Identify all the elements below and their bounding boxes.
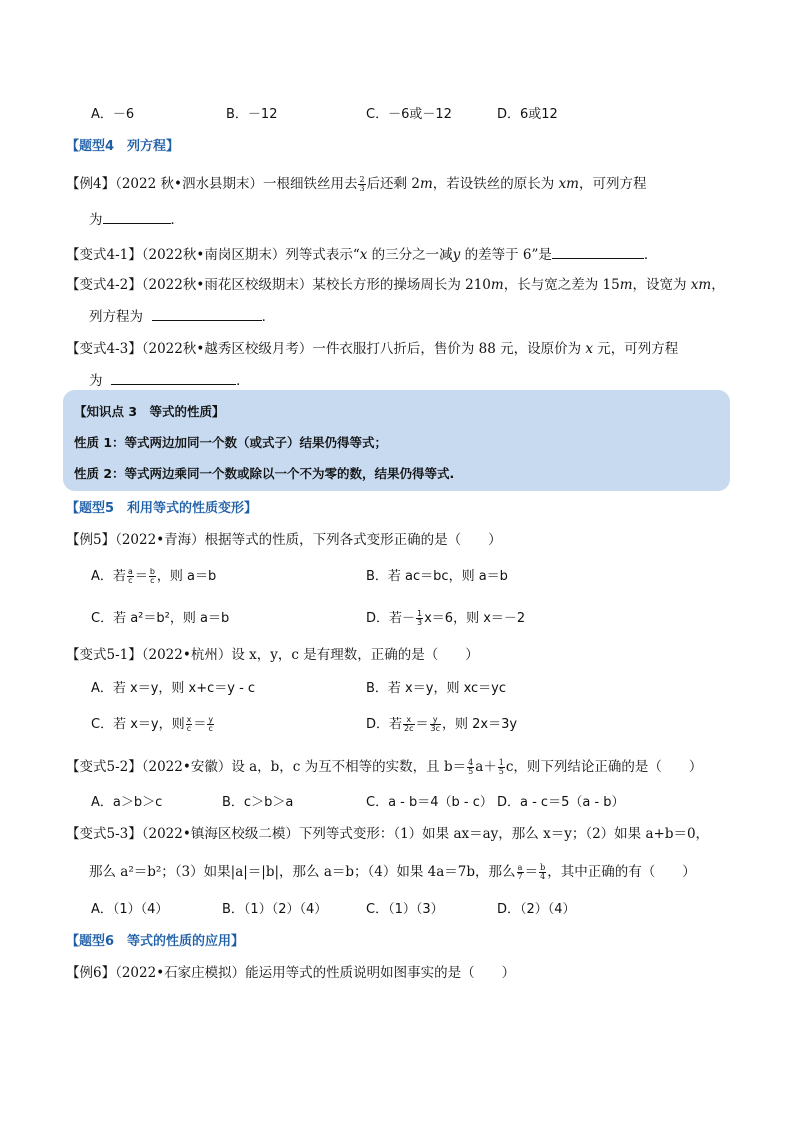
v42-text-a: 某校长方形的操场周长为 210	[312, 277, 491, 293]
v41-var-y: y	[452, 247, 461, 263]
v51-option-c: C．若 x＝y，则 $\frac{x}{c}$ ＝ $\frac{y}{c}$	[91, 715, 214, 733]
variant-4-2-line2	[89, 305, 275, 325]
v52-source: （2022•安徽）	[141, 759, 232, 775]
variant-5-1	[66, 643, 479, 663]
v42-end: ．	[261, 309, 276, 325]
property-2: 性质 2：等式两边乘同一个数或除以一个不为零的数，结果仍得等式.	[74, 466, 455, 481]
section-title-type5: 【题型5 利用等式的性质变形】	[66, 501, 258, 516]
property-1: 性质 1：等式两边加同一个数（或式子）结果仍得等式；	[74, 435, 388, 450]
ex6-text: 能运用等式的性质说明如图事实的是（ ）	[245, 965, 516, 981]
v53-text-b: 那么 a²＝b²；（3）如果|a|＝|b|，那么 a＝b；（4）如果 4a＝7b，那么	[89, 864, 516, 880]
v42-text-d: ，	[711, 277, 725, 293]
v53-option-d: D．（2）（4）	[497, 902, 576, 917]
v52-text-a: 设 a，b，c 为互不相等的实数，且 b＝	[231, 759, 467, 775]
v43-text-b: 元，可列方程	[593, 341, 679, 357]
v42-text-c: ，设宽为	[632, 277, 691, 293]
v51-text: 设 x，y，c 是有理数，正确的是（ ）	[231, 647, 479, 663]
variant-4-2	[66, 273, 725, 293]
ex5-option-b: B．若 ac＝bc，则 a＝b	[366, 569, 508, 584]
option-b: B．－12	[226, 107, 278, 122]
v41-text-b: 的三分之一减	[367, 247, 453, 263]
frac-a-over-7: $\frac{a}{7}$	[517, 863, 523, 881]
knowledge-title: 【知识点 3 等式的性质】	[74, 404, 225, 419]
v53-source: （2022•镇海区校级二模）	[141, 826, 299, 842]
ex5-option-a: A．若 $\frac{a}{c}$ ＝ $\frac{b}{c}$ ，则 a＝b	[91, 567, 217, 585]
ex5-source: （2022•青海）	[115, 532, 205, 548]
ex5-d-text: D．若－	[366, 611, 416, 626]
v51-d-text: D．若	[366, 717, 403, 732]
ex5-a-text: A．若	[91, 569, 126, 584]
variant-4-3	[66, 337, 678, 357]
ex4-text-a: 一根细铁丝用去	[262, 176, 358, 192]
v53-label: 【变式5-3】	[66, 826, 142, 842]
variant-4-3-line2	[89, 369, 250, 389]
v42-xm: xm	[690, 277, 712, 293]
v53-option-c: C．（1）（3）	[366, 902, 444, 917]
v53-option-b: B．（1）（2）（4）	[222, 902, 328, 917]
ex5-option-d	[366, 607, 525, 627]
frac-x-over-2c: $\frac{x}{2c}$	[404, 715, 414, 733]
ex5-text: 根据等式的性质，下列各式变形正确的是（ ）	[204, 532, 502, 548]
v53-text-c: ，其中正确的有（ ）	[547, 864, 696, 880]
frac-y-over-3c: $\frac{y}{3c}$	[430, 715, 441, 733]
option-c: C．－6或－12	[366, 107, 452, 122]
variant-5-2	[66, 755, 702, 776]
v42-label: 【变式4-2】	[66, 277, 142, 293]
v51-d-text2: ，则 2x＝3y	[442, 717, 518, 732]
v52-text-c: c，则下列结论正确的是（ ）	[505, 759, 703, 775]
v43-end: ．	[236, 373, 250, 389]
frac-y-over-c: $\frac{y}{c}$	[208, 715, 214, 733]
v41-text-a: 列等式表示“	[285, 247, 360, 263]
example-4	[66, 172, 646, 193]
ex5-d-text2: x＝6，则 x＝－2	[424, 611, 526, 626]
ex4-text-e: 为	[89, 212, 103, 228]
v52-option-d: D．a - c＝5（a - b）	[497, 795, 625, 810]
ex4-text-c: ，若设铁丝的原长为	[432, 176, 559, 192]
v51-c-text: C．若 x＝y，则	[91, 717, 185, 732]
example-5	[66, 528, 502, 548]
ex5-label: 【例5】	[66, 532, 116, 548]
v52-text-b: a＋	[475, 759, 497, 775]
v53-option-a: A．（1）（4）	[91, 902, 169, 917]
v42-line2: 列方程为	[89, 309, 143, 325]
v41-text-c: 的差等于 6”是	[460, 247, 552, 263]
v51-option-d: D．若 $\frac{x}{2c}$ ＝ $\frac{y}{3c}$ ，则 2x＝3y	[366, 715, 518, 733]
v43-text-a: 一件衣服打八折后，售价为 88 元，设原价为	[312, 341, 586, 357]
v52-label: 【变式5-2】	[66, 759, 142, 775]
v52-option-b: B．c＞b＞a	[222, 795, 294, 810]
v41-source: （2022秋•南岗区期末）	[141, 247, 286, 263]
frac-one-fifth: $\frac{1}{5}$	[498, 758, 504, 776]
v42-m2: m	[619, 277, 633, 293]
ex6-source: （2022•石家庄模拟）	[115, 965, 246, 981]
ex4-text-d: ，可列方程	[578, 176, 647, 192]
frac-b-over-c: $\frac{b}{c}$	[149, 567, 155, 585]
v51-label: 【变式5-1】	[66, 647, 142, 663]
v42-m1: m	[490, 277, 504, 293]
v51-source: （2022•杭州）	[141, 647, 232, 663]
ex4-text-b: 后还剩 2	[366, 176, 420, 192]
v41-label: 【变式4-1】	[66, 247, 142, 263]
frac-one-third: $\frac{1}{3}$	[417, 609, 423, 627]
ex4-source: （2022 秋•泗水县期末）	[115, 176, 263, 192]
ex4-answer-blank[interactable]	[103, 210, 171, 224]
variant-4-1	[66, 243, 657, 263]
ex4-var-m: m	[419, 176, 433, 192]
v43-label: 【变式4-3】	[66, 341, 142, 357]
ex4-label: 【例4】	[66, 176, 116, 192]
ex5-a-text2: ，则 a＝b	[156, 569, 217, 584]
section-title-type6: 【题型6 等式的性质的应用】	[66, 934, 245, 949]
ex4-fraction	[358, 176, 365, 193]
option-d: D．6或12	[497, 107, 558, 122]
v43-line2: 为	[89, 373, 103, 389]
v41-answer-blank[interactable]	[552, 245, 644, 259]
v43-source: （2022秋•越秀区校级月考）	[141, 341, 313, 357]
frac-a-over-c: $\frac{a}{c}$	[127, 567, 133, 585]
section-title-type4: 【题型4 列方程】	[66, 139, 180, 154]
v52-option-a: A．a＞b＞c	[91, 795, 163, 810]
v53-text-a: 下列等式变形：（1）如果 ax＝ay，那么 x＝y；（2）如果 a+b＝0，	[298, 826, 710, 842]
ex4-frac-den: 3	[359, 184, 365, 193]
ex4-end: ．	[170, 212, 184, 228]
variant-5-3	[66, 822, 709, 842]
ex6-label: 【例6】	[66, 965, 116, 981]
variant-5-3-line2: 那么 a²＝b²；（3）如果|a|＝|b|，那么 a＝b；（4）如果 4a＝7b，那么 $\frac{a}{7}$ ＝ $\frac{b}{4}$ ，其中正确的有（ ）	[89, 863, 696, 881]
v41-var-x: x	[359, 247, 368, 263]
v51-option-a: A．若 x＝y，则 x+c＝y - c	[91, 681, 256, 696]
v43-var-x: x	[585, 341, 594, 357]
example-4-line2	[89, 208, 184, 228]
ex4-var-xm: xm	[558, 176, 579, 192]
ex5-option-c: C．若 a²＝b²，则 a＝b	[91, 611, 230, 626]
v41-end: ．	[643, 247, 658, 263]
v42-source: （2022秋•雨花区校级期末）	[141, 277, 313, 293]
frac-b-over-4: $\frac{b}{4}$	[540, 863, 546, 881]
ex4-frac-num: 2	[359, 175, 365, 184]
example-6	[66, 961, 515, 981]
v52-option-c: C．a - b＝4（b - c）	[366, 795, 493, 810]
option-a: A．－6	[91, 107, 135, 122]
v51-option-b: B．若 x＝y，则 xc＝yc	[366, 681, 507, 696]
frac-four-fifths: $\frac{4}{5}$	[468, 758, 474, 776]
v42-text-b: ，长与宽之差为 15	[503, 277, 620, 293]
v43-answer-blank[interactable]	[111, 371, 236, 385]
v42-answer-blank[interactable]	[152, 307, 262, 321]
frac-x-over-c: $\frac{x}{c}$	[186, 715, 192, 733]
